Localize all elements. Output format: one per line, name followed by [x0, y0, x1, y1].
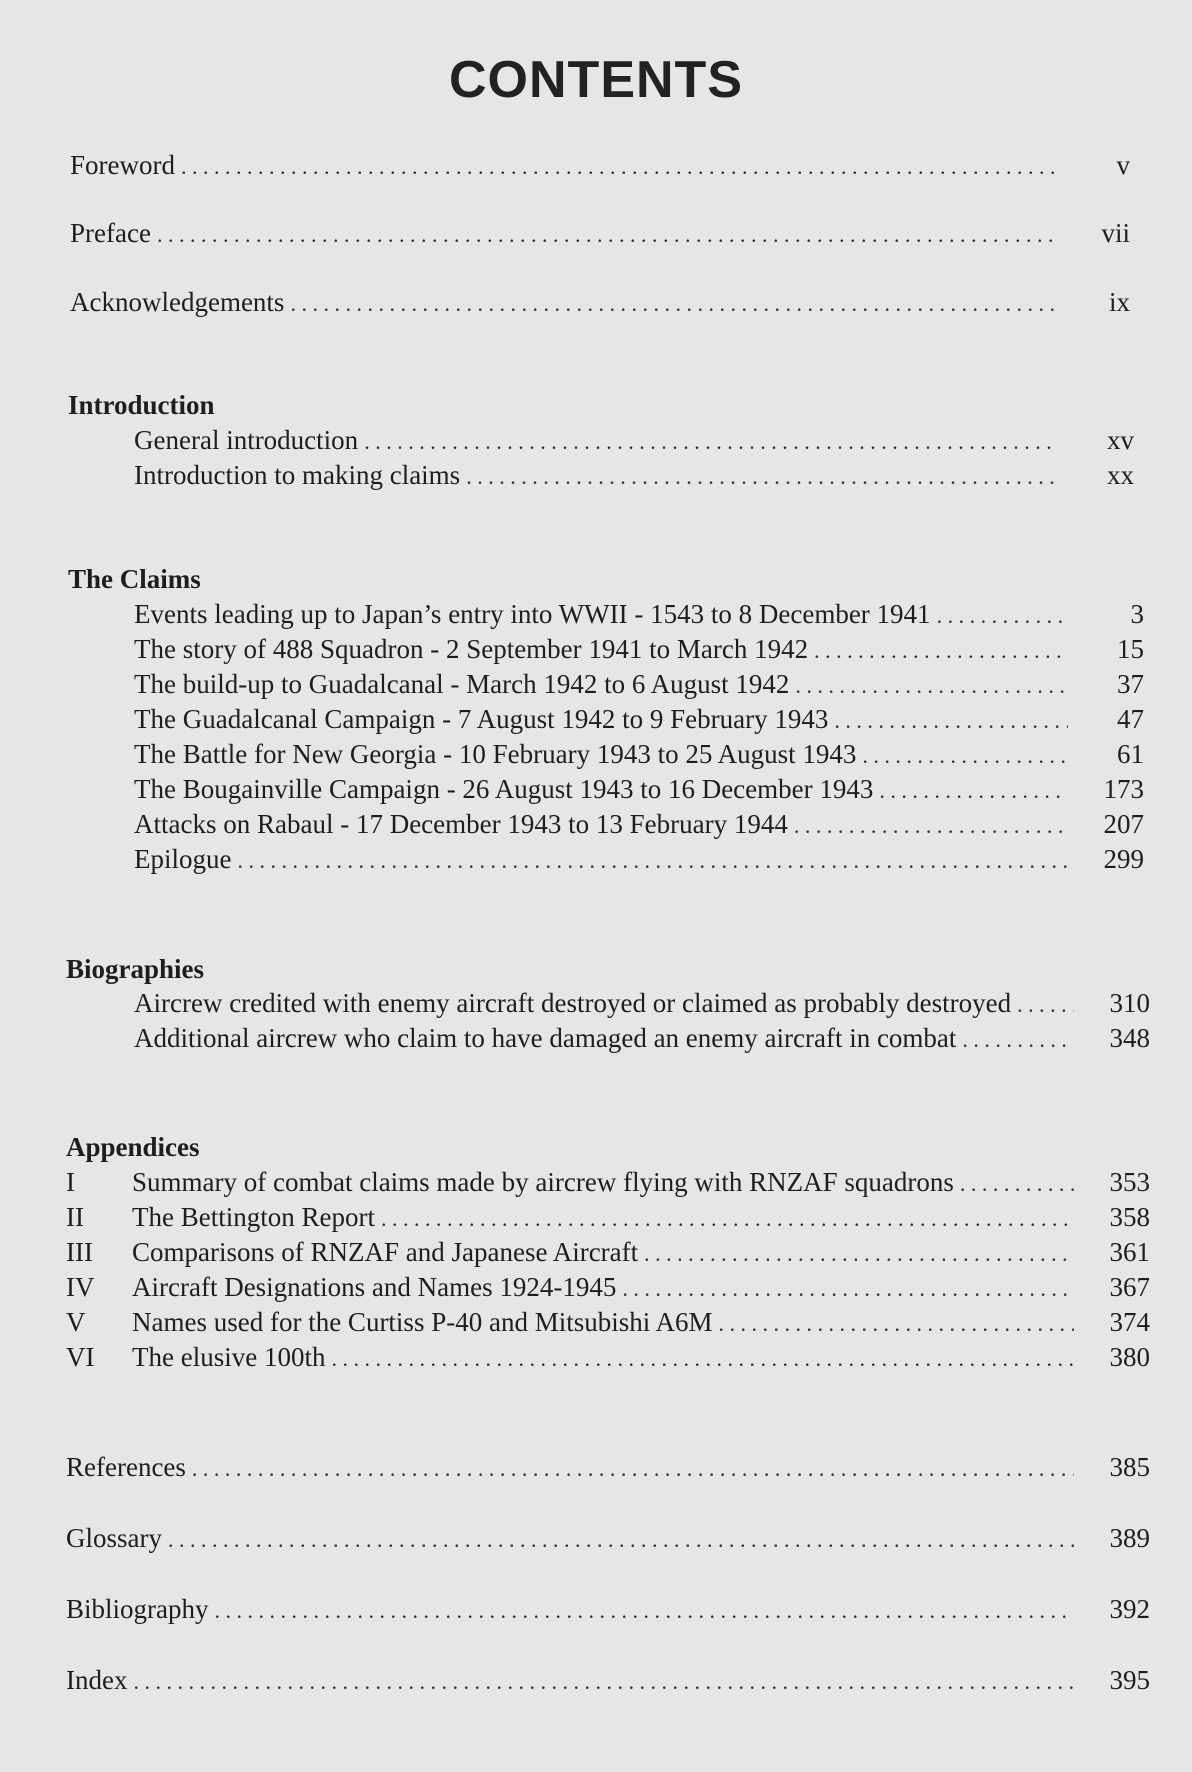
page-number: 353	[1109, 1167, 1150, 1197]
entry-label: Events leading up to Japan’s entry into WWII - 1543 to 8 December 1941	[134, 599, 931, 629]
dot-leader	[862, 739, 1068, 773]
page-number: vii	[1101, 218, 1130, 248]
appendix-numeral: VI	[66, 1342, 95, 1372]
toc-entry[interactable]	[134, 842, 1144, 878]
entry-label: Acknowledgements	[70, 287, 285, 317]
page-number: v	[1116, 150, 1130, 180]
entry-label: Summary of combat claims made by aircrew flying with RNZAF squadrons	[132, 1167, 954, 1197]
appendix-numeral: I	[66, 1167, 75, 1197]
entry-label: The Battle for New Georgia - 10 February 1943 to 25 August 1943	[134, 739, 857, 769]
section-heading-appendices: Appendices	[66, 1132, 200, 1162]
entry-label: Aircrew credited with enemy aircraft destroyed or claimed as probably destroyed	[134, 988, 1012, 1018]
page-number: 358	[1109, 1202, 1150, 1232]
dot-leader	[960, 1167, 1074, 1201]
dot-leader	[192, 1452, 1074, 1486]
dot-leader	[237, 844, 1068, 878]
toc-entry-appendix[interactable]	[66, 1165, 1150, 1201]
dot-leader	[834, 704, 1068, 738]
page-number: 380	[1109, 1342, 1150, 1372]
entry-label: Attacks on Rabaul - 17 December 1943 to 13 February 1944	[134, 809, 788, 839]
dot-leader	[133, 1665, 1074, 1699]
entry-label: Foreword	[70, 150, 175, 180]
entry-label: Additional aircrew who claim to have damaged an enemy aircraft in combat	[134, 1023, 957, 1053]
page-number: 3	[1130, 599, 1144, 629]
entry-label: Introduction to making claims	[134, 460, 461, 490]
page-number: 389	[1109, 1523, 1150, 1553]
toc-entry[interactable]	[134, 986, 1150, 1022]
entry-label: Aircraft Designations and Names 1924-1945	[132, 1272, 617, 1302]
page-number: 348	[1109, 1023, 1150, 1053]
toc-entry[interactable]	[134, 1021, 1150, 1057]
page-number: 61	[1117, 739, 1144, 769]
entry-label: The build-up to Guadalcanal - March 1942 to 6 August 1942	[134, 669, 790, 699]
page-number: 367	[1109, 1272, 1150, 1302]
toc-entry-bibliography[interactable]	[66, 1592, 1150, 1628]
appendix-numeral: IV	[66, 1272, 95, 1302]
page-number: 207	[1103, 809, 1144, 839]
toc-entry-appendix[interactable]	[66, 1235, 1150, 1271]
entry-label: Glossary	[66, 1523, 162, 1553]
appendix-numeral: III	[66, 1237, 93, 1267]
page-number: xv	[1107, 425, 1134, 455]
appendix-numeral: II	[66, 1202, 84, 1232]
entry-label: Names used for the Curtiss P-40 and Mitsubishi A6M	[132, 1307, 713, 1337]
toc-entry-index[interactable]	[66, 1663, 1150, 1699]
page-number: 395	[1109, 1665, 1150, 1695]
dot-leader	[795, 669, 1068, 703]
toc-entry[interactable]	[134, 458, 1134, 494]
section-heading-claims: The Claims	[68, 564, 201, 594]
entry-label: General introduction	[134, 425, 359, 455]
toc-entry-preface[interactable]	[70, 216, 1130, 252]
dot-leader	[622, 1272, 1074, 1306]
toc-entry[interactable]	[134, 807, 1144, 843]
dot-leader	[1017, 988, 1074, 1022]
dot-leader	[215, 1594, 1075, 1628]
toc-entry[interactable]	[134, 423, 1134, 459]
toc-entry[interactable]	[134, 597, 1144, 633]
toc-entry[interactable]	[134, 702, 1144, 738]
dot-leader	[879, 774, 1068, 808]
dot-leader	[962, 1023, 1074, 1057]
page-title: CONTENTS	[449, 51, 743, 109]
page-number: 392	[1109, 1594, 1150, 1624]
page-number: 310	[1109, 988, 1150, 1018]
dot-leader	[290, 287, 1054, 321]
page-number: 173	[1103, 774, 1144, 804]
entry-label: Comparisons of RNZAF and Japanese Aircraft	[132, 1237, 639, 1267]
toc-entry-appendix[interactable]	[66, 1200, 1150, 1236]
toc-entry-glossary[interactable]	[66, 1521, 1150, 1557]
toc-entry-appendix[interactable]	[66, 1305, 1150, 1341]
toc-entry-appendix[interactable]	[66, 1340, 1150, 1376]
section-heading-introduction: Introduction	[68, 390, 215, 420]
toc-entry[interactable]	[134, 772, 1144, 808]
toc-entry[interactable]	[134, 667, 1144, 703]
page-number: 374	[1109, 1307, 1150, 1337]
dot-leader	[331, 1342, 1074, 1376]
page-number: 47	[1117, 704, 1144, 734]
dot-leader	[157, 218, 1054, 252]
dot-leader	[168, 1523, 1074, 1557]
entry-label: Preface	[70, 218, 151, 248]
dot-leader	[719, 1307, 1075, 1341]
page-number: 385	[1109, 1452, 1150, 1482]
page-number: 299	[1103, 844, 1144, 874]
entry-label: The Guadalcanal Campaign - 7 August 1942 to 9 February 1943	[134, 704, 829, 734]
page-number: ix	[1108, 287, 1130, 317]
entry-label: Epilogue	[134, 844, 232, 874]
toc-entry-acknowledgements[interactable]	[70, 285, 1130, 321]
toc-entry[interactable]	[134, 632, 1144, 668]
dot-leader	[466, 460, 1058, 494]
toc-entry-references[interactable]	[66, 1450, 1150, 1486]
dot-leader	[937, 599, 1068, 633]
page-number: xx	[1107, 460, 1134, 490]
toc-entry-foreword[interactable]	[70, 148, 1130, 184]
page-number: 361	[1109, 1237, 1150, 1267]
entry-label: Bibliography	[66, 1594, 209, 1624]
page-number: 15	[1117, 634, 1144, 664]
entry-label: Index	[66, 1665, 128, 1695]
entry-label: The Bougainville Campaign - 26 August 1943 to 16 December 1943	[134, 774, 874, 804]
section-heading-biographies: Biographies	[66, 954, 205, 984]
appendix-numeral: V	[66, 1307, 86, 1337]
dot-leader	[794, 809, 1068, 843]
dot-leader	[814, 634, 1068, 668]
dot-leader	[364, 425, 1058, 459]
dot-leader	[381, 1202, 1074, 1236]
entry-label: The story of 488 Squadron - 2 September 1941 to March 1942	[134, 634, 809, 664]
dot-leader	[181, 150, 1054, 184]
entry-label: References	[66, 1452, 186, 1482]
toc-entry-appendix[interactable]	[66, 1270, 1150, 1306]
page-number: 37	[1117, 669, 1144, 699]
entry-label: The elusive 100th	[132, 1342, 326, 1372]
entry-label: The Bettington Report	[132, 1202, 375, 1232]
toc-entry[interactable]	[134, 737, 1144, 773]
dot-leader	[644, 1237, 1074, 1271]
